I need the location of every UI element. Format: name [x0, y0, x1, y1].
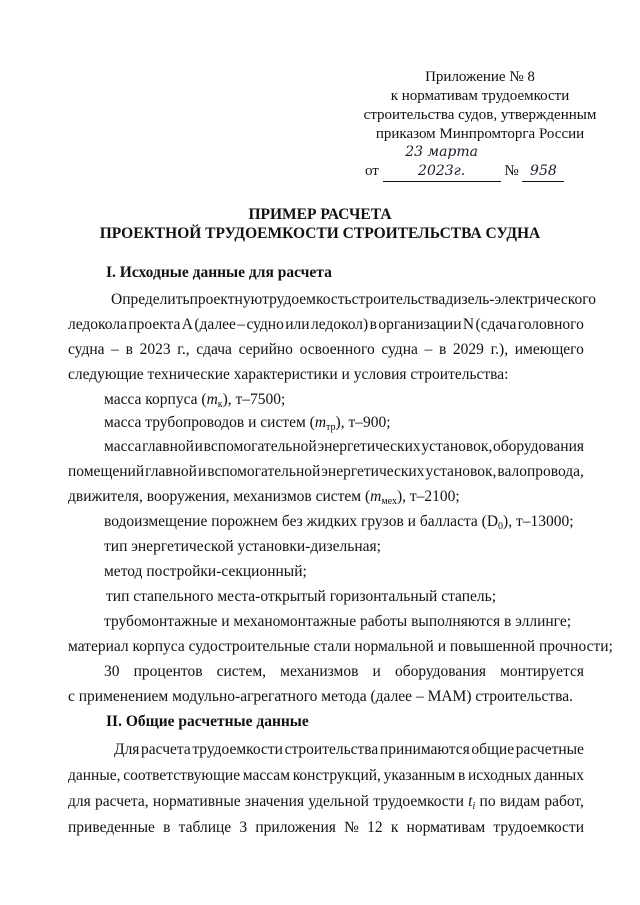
word: сдача: [196, 341, 232, 358]
item-slipway: тип стапельного места-открытый горизонтальный стапель;: [106, 588, 497, 605]
intro-line-3: [68, 340, 584, 360]
section-2-heading: II. Общие расчетные данные: [106, 713, 309, 730]
word: трудоемкость: [262, 291, 352, 308]
word: в: [458, 767, 466, 784]
word: приложения: [255, 819, 336, 836]
word: помещений: [68, 463, 145, 480]
word: соответствующие: [123, 767, 241, 784]
word: –: [424, 341, 433, 358]
appendix-approval: строительства судов, утвержденным: [363, 107, 597, 123]
word: –: [111, 341, 119, 358]
word: строительства: [351, 291, 446, 308]
word: головного: [517, 316, 584, 333]
number-prefix: №: [504, 163, 519, 179]
word: освоенного: [299, 341, 375, 358]
section-1-heading: I. Исходные данные для расчета: [106, 264, 332, 281]
word: трудоемкости: [493, 819, 584, 836]
word: г.,: [177, 341, 190, 358]
word: данные,: [68, 767, 121, 784]
word: в: [163, 819, 171, 836]
word: ледокола: [68, 316, 127, 333]
word: расчетные: [515, 741, 584, 758]
word: энергетических: [317, 438, 421, 455]
word: нормативам: [406, 819, 486, 836]
word: 2029: [452, 341, 484, 358]
word: N: [462, 316, 475, 333]
word: Определить: [111, 291, 190, 308]
intro-line-1: [111, 290, 596, 310]
word: указанным: [383, 767, 456, 784]
word: систем,: [216, 663, 267, 680]
appendix-reference: к нормативам трудоемкости: [390, 88, 570, 104]
word: процентов: [133, 663, 203, 680]
word: монтируется: [500, 663, 584, 680]
intro-line-2: [68, 315, 584, 335]
word: Для: [114, 741, 140, 758]
appendix-order: приказом Минпромторга России: [375, 126, 585, 142]
word: судно: [246, 316, 284, 333]
word: вспомогательной: [203, 438, 317, 455]
word: 12: [367, 819, 383, 836]
word: (далее: [194, 316, 236, 333]
word: исходных: [468, 767, 532, 784]
word: масса: [104, 438, 142, 455]
word: энергетических: [321, 463, 425, 480]
calc-line-1: [114, 740, 584, 760]
item-power-plant: тип энергетической установки-дизельная;: [104, 538, 381, 555]
item-mam-line-1: [104, 662, 584, 682]
item-mech-line-3: движителя, вооружения, механизмов систем $(m_{мех})$, т–2100;: [68, 488, 460, 507]
word: 3: [239, 819, 248, 836]
word: главной: [145, 463, 197, 480]
word: №: [344, 819, 359, 836]
word: проектную: [189, 291, 263, 308]
calc-line-3: для расчета, нормативные значения удельной трудоемкости $t_i$ по видам работ,: [68, 793, 584, 812]
word: оборудования: [394, 663, 486, 680]
date-handwritten: 23 марта 2023г.: [383, 143, 501, 182]
appendix-number: Приложение № 8: [425, 69, 535, 85]
word: дизель-электрического: [445, 291, 596, 308]
word: 30: [104, 663, 120, 680]
calc-line-4: [68, 818, 584, 838]
word: и: [194, 438, 203, 455]
word: или: [285, 316, 310, 333]
word: А: [181, 316, 193, 333]
word: установок,: [425, 463, 497, 480]
item-pipes-mass: масса трубопроводов и систем $(m_{тр})$, т–900;: [104, 414, 391, 433]
word: 2023: [139, 341, 171, 358]
word: общие: [471, 741, 515, 758]
word: г.),: [490, 341, 509, 358]
item-build-method: метод постройки-секционный;: [104, 563, 307, 580]
item-displacement: водоизмещение порожнем без жидких грузов и балласта $(D_0)$, т–13000;: [104, 513, 574, 532]
word: и: [372, 663, 381, 680]
item-mech-line-2: [68, 462, 584, 482]
word: в: [369, 316, 377, 333]
word: организации: [378, 316, 462, 333]
word: валопровода,: [497, 463, 584, 480]
word: механизмов: [280, 663, 359, 680]
word: оборудования: [492, 438, 584, 455]
word: (сдача: [475, 316, 517, 333]
item-hull-mass: масса корпуса $(m_к)$, т–7500;: [104, 391, 286, 410]
word: судна: [68, 341, 105, 358]
word: конструкций,: [292, 767, 381, 784]
word: трудоемкости: [192, 741, 283, 758]
word: и: [197, 463, 207, 480]
appendix-date-line: [365, 143, 605, 182]
document-subtitle: ПРОЕКТНОЙ ТРУДОЕМКОСТИ СТРОИТЕЛЬСТВА СУДНА: [99, 225, 541, 242]
number-handwritten: 958: [522, 162, 564, 182]
calc-line-2: [68, 766, 584, 786]
word: установок,: [421, 438, 493, 455]
word: главной: [142, 438, 194, 455]
word: расчета: [141, 741, 191, 758]
word: серийно: [238, 341, 293, 358]
word: в: [125, 341, 133, 358]
item-mech-line-1: [104, 437, 584, 457]
word: вспомогательной: [207, 463, 321, 480]
date-prefix: от: [365, 163, 379, 179]
word: к: [390, 819, 399, 836]
document-title: ПРИМЕР РАСЧЕТА: [248, 206, 392, 223]
word: имеющего: [514, 341, 584, 358]
word: строительства: [284, 741, 379, 758]
word: приведенные: [68, 819, 155, 836]
word: принимаются: [379, 741, 470, 758]
word: таблице: [178, 819, 232, 836]
item-mam-line-2: с применением модульно-агрегатного метода (далее – МАМ) строительства.: [68, 688, 573, 705]
word: в: [438, 341, 447, 358]
word: судна: [381, 341, 418, 358]
word: массам: [242, 767, 291, 784]
item-hull-material: материал корпуса судостроительные стали нормальной и повышенной прочности;: [68, 638, 613, 655]
word: –: [237, 316, 246, 333]
item-shed-works: трубомонтажные и механомонтажные работы выполняются в эллинге;: [104, 613, 572, 630]
word: ледокол): [310, 316, 369, 333]
word: данных: [534, 767, 584, 784]
intro-line-4: следующие технические характеристики и условия строительства:: [68, 366, 509, 383]
word: проекта: [128, 316, 181, 333]
